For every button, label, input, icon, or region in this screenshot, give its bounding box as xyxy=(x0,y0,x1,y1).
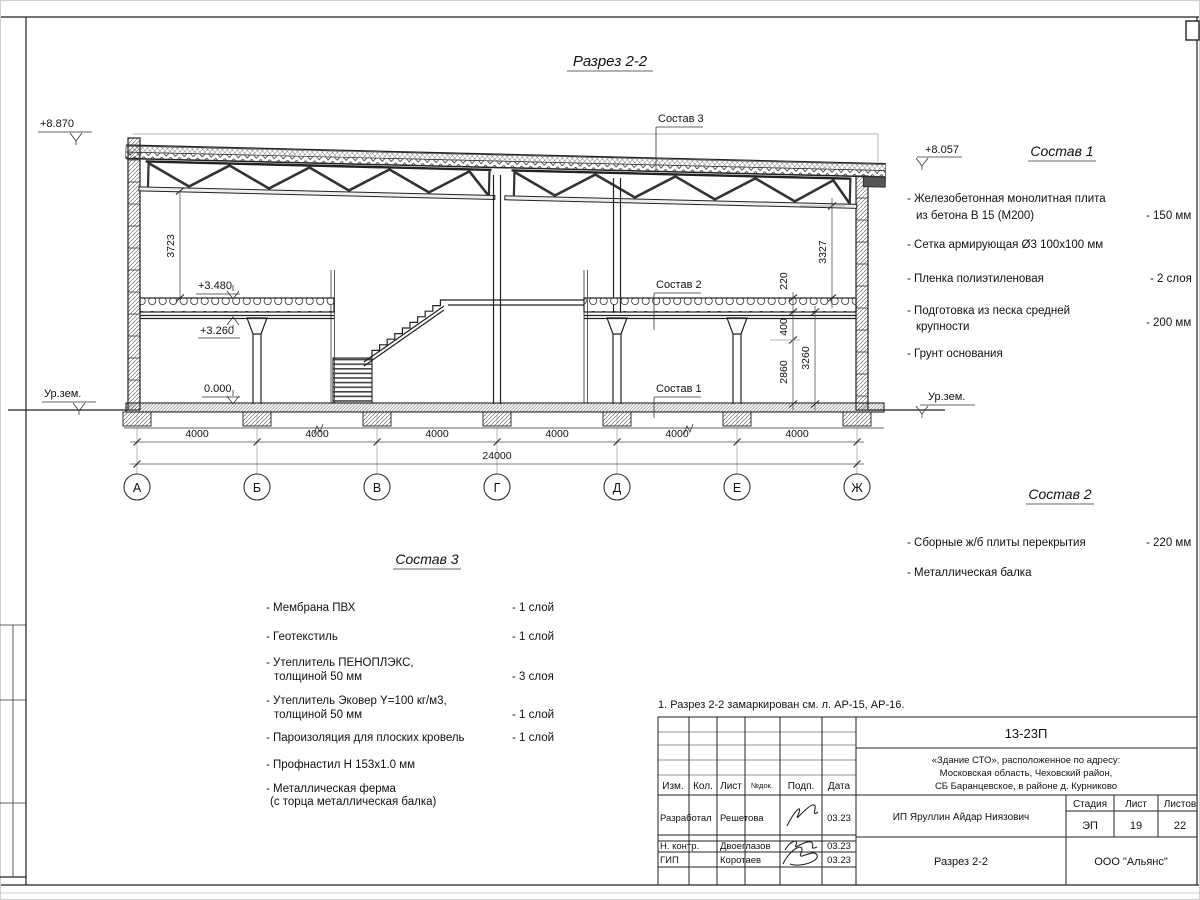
dimensions xyxy=(124,188,870,501)
svg-text:4000: 4000 xyxy=(185,428,209,440)
svg-text:(с торца металлическая балка): (с торца металлическая балка) xyxy=(270,796,437,808)
sheet-label: Лист xyxy=(1125,799,1147,810)
doc-number: 13-23П xyxy=(1004,726,1048,741)
title-block xyxy=(658,717,1197,885)
svg-text:220: 220 xyxy=(778,272,790,290)
sheet-note: 1. Разрез 2-2 замаркирован см. л. АР-15, АР-16. xyxy=(658,699,905,711)
svg-text:2860: 2860 xyxy=(778,360,790,384)
svg-text:- Утеплитель Эковер Y=100 кг/м: - Утеплитель Эковер Y=100 кг/м3, xyxy=(266,695,447,707)
svg-text:- 1 слой: - 1 слой xyxy=(512,602,555,614)
sostav1-title: Состав 1 xyxy=(1030,143,1094,159)
svg-text:- Профнастил Н 153х1.0 мм: - Профнастил Н 153х1.0 мм xyxy=(266,759,416,771)
svg-text:- Мембрана ПВХ: - Мембрана ПВХ xyxy=(266,602,356,614)
truss-right xyxy=(505,170,858,208)
col-podp: Подп. xyxy=(787,781,815,792)
svg-text:- 1 слой: - 1 слой xyxy=(512,732,555,744)
drawing-name: Разрез 2-2 xyxy=(933,856,989,868)
sheet-value: 19 xyxy=(1129,820,1143,832)
mark-urzem-left xyxy=(42,388,96,415)
svg-text:3327: 3327 xyxy=(817,240,829,264)
svg-text:Ур.зем.: Ур.зем. xyxy=(44,388,82,400)
svg-text:Ур.зем.: Ур.зем. xyxy=(928,391,966,403)
stage-value: ЭП xyxy=(1082,820,1098,832)
roof-edge-beam xyxy=(863,177,885,188)
svg-text:толщиной 50 мм: толщиной 50 мм xyxy=(274,671,363,683)
col-izm: Изм. xyxy=(662,781,684,792)
axis-label: Е xyxy=(732,481,742,495)
svg-text:- 2 слоя: - 2 слоя xyxy=(1150,273,1192,285)
dim-bays xyxy=(130,415,864,474)
corner-stamp-box xyxy=(1186,21,1199,40)
axis-label: Г xyxy=(493,481,501,495)
project-address-1: «Здание СТО», расположенное по адресу: xyxy=(931,755,1121,766)
col-kol: Кол. xyxy=(693,781,713,792)
svg-text:Состав 2: Состав 2 xyxy=(656,279,702,291)
row-date: 03.23 xyxy=(827,813,851,824)
svg-text:400: 400 xyxy=(778,318,790,336)
building-section xyxy=(8,134,945,434)
svg-text:крупности: крупности xyxy=(916,321,970,333)
mark-8057 xyxy=(916,144,962,170)
svg-text:- Пленка полиэтиленовая: - Пленка полиэтиленовая xyxy=(907,273,1044,285)
svg-text:- 200 мм: - 200 мм xyxy=(1146,317,1192,329)
sheets-value: 22 xyxy=(1173,820,1187,832)
left-wall xyxy=(128,138,140,410)
svg-text:- Геотекстиль: - Геотекстиль xyxy=(266,631,338,643)
svg-text:4000: 4000 xyxy=(665,428,689,440)
svg-text:толщиной 50 мм: толщиной 50 мм xyxy=(274,709,363,721)
page-title: Разрез 2-2 xyxy=(572,53,648,70)
dim-3723 xyxy=(165,188,184,302)
svg-text:- Пароизоляция для плоских кро: - Пароизоляция для плоских кровель xyxy=(266,732,465,744)
dim-3260 xyxy=(800,306,819,410)
axis-label: Ж xyxy=(851,481,863,495)
sostav3-list xyxy=(266,551,554,808)
svg-text:- 3 слоя: - 3 слоя xyxy=(512,671,554,683)
axis-label: А xyxy=(132,481,142,495)
row-role: ГИП xyxy=(660,855,679,866)
svg-text:4000: 4000 xyxy=(545,428,569,440)
roof-assembly xyxy=(125,145,886,209)
svg-text:3260: 3260 xyxy=(800,346,812,370)
mark-8870 xyxy=(38,118,92,145)
svg-text:из бетона В 15 (М200): из бетона В 15 (М200) xyxy=(916,210,1035,222)
mark-3260 xyxy=(198,317,240,338)
project-address-3: СБ Баранцевское, в районе д. Курниково xyxy=(934,781,1118,792)
truss-left xyxy=(139,161,496,199)
svg-text:- 1 слой: - 1 слой xyxy=(512,709,555,721)
svg-text:- Утеплитель ПЕНОПЛЭКС,: - Утеплитель ПЕНОПЛЭКС, xyxy=(266,657,414,669)
col-list: Лист xyxy=(720,781,742,792)
axis-bubbles xyxy=(124,474,870,500)
client: ИП Яруллин Айдар Ниязович xyxy=(892,812,1030,823)
right-wall xyxy=(856,176,868,410)
svg-text:- Подготовка из песка средней: - Подготовка из песка средней xyxy=(907,305,1071,317)
mezzanine-slabs xyxy=(140,298,856,319)
svg-text:+8.870: +8.870 xyxy=(40,118,74,130)
svg-text:- Сетка армирующая Ø3 100х100: - Сетка армирующая Ø3 100х100 мм xyxy=(907,239,1104,251)
row-name: Коротаев xyxy=(720,855,762,866)
svg-text:+3.480: +3.480 xyxy=(198,280,232,292)
callout-sostav1 xyxy=(654,383,702,418)
row-name: Двоеглазов xyxy=(720,841,771,852)
svg-text:4000: 4000 xyxy=(305,428,329,440)
svg-text:24000: 24000 xyxy=(482,450,512,462)
mark-0000 xyxy=(202,383,240,404)
stair-landing xyxy=(448,300,584,305)
sostav2-title: Состав 2 xyxy=(1028,486,1092,502)
svg-text:- Металлическая балка: - Металлическая балка xyxy=(907,567,1032,579)
row-name: Решетова xyxy=(720,813,764,824)
svg-text:Состав 3: Состав 3 xyxy=(658,113,704,125)
stair-steps xyxy=(372,300,448,356)
sostav2-list xyxy=(907,486,1191,579)
sostav3-title: Состав 3 xyxy=(395,551,459,567)
svg-text:0.000: 0.000 xyxy=(204,383,232,395)
project-address-2: Московская область, Чеховский район, xyxy=(939,768,1113,779)
col-data: Дата xyxy=(827,781,851,792)
svg-text:- Грунт основания: - Грунт основания xyxy=(907,348,1003,360)
svg-text:- Металлическая ферма: - Металлическая ферма xyxy=(266,783,396,795)
mark-urzem-right xyxy=(916,391,975,418)
row-date: 03.23 xyxy=(827,855,851,866)
row-date: 03.23 xyxy=(827,841,851,852)
svg-text:- 150 мм: - 150 мм xyxy=(1146,210,1192,222)
company-name: ООО "Альянс" xyxy=(1094,856,1168,868)
row-role: Разработал xyxy=(660,813,712,824)
svg-text:4000: 4000 xyxy=(425,428,449,440)
dim-3327 xyxy=(800,198,845,308)
svg-text:- 220 мм: - 220 мм xyxy=(1146,537,1192,549)
axis-label: Б xyxy=(252,481,262,495)
sheets-label: Листов xyxy=(1163,799,1197,810)
svg-text:- 1 слой: - 1 слой xyxy=(512,631,555,643)
svg-text:- Железобетонная монолитная п: - Железобетонная монолитная плита xyxy=(907,193,1106,205)
axis-label: В xyxy=(372,481,382,495)
svg-text:- Сборные ж/б плиты перекрытия: - Сборные ж/б плиты перекрытия xyxy=(907,537,1086,549)
stage-label: Стадия xyxy=(1072,799,1108,810)
left-margin-stamps xyxy=(0,625,26,877)
sostav1-list xyxy=(907,143,1192,360)
row-role: Н. контр. xyxy=(660,841,700,852)
svg-text:Состав 1: Состав 1 xyxy=(656,383,702,395)
col-ndok: №док. xyxy=(751,781,773,790)
axis-label: Д xyxy=(612,481,622,495)
svg-text:+8.057: +8.057 xyxy=(925,144,959,156)
svg-text:3723: 3723 xyxy=(165,234,177,258)
mark-3480 xyxy=(196,280,240,299)
staircase xyxy=(333,300,584,403)
svg-text:4000: 4000 xyxy=(785,428,809,440)
svg-text:+3.260: +3.260 xyxy=(200,325,234,337)
dim-right-chain xyxy=(770,272,800,410)
